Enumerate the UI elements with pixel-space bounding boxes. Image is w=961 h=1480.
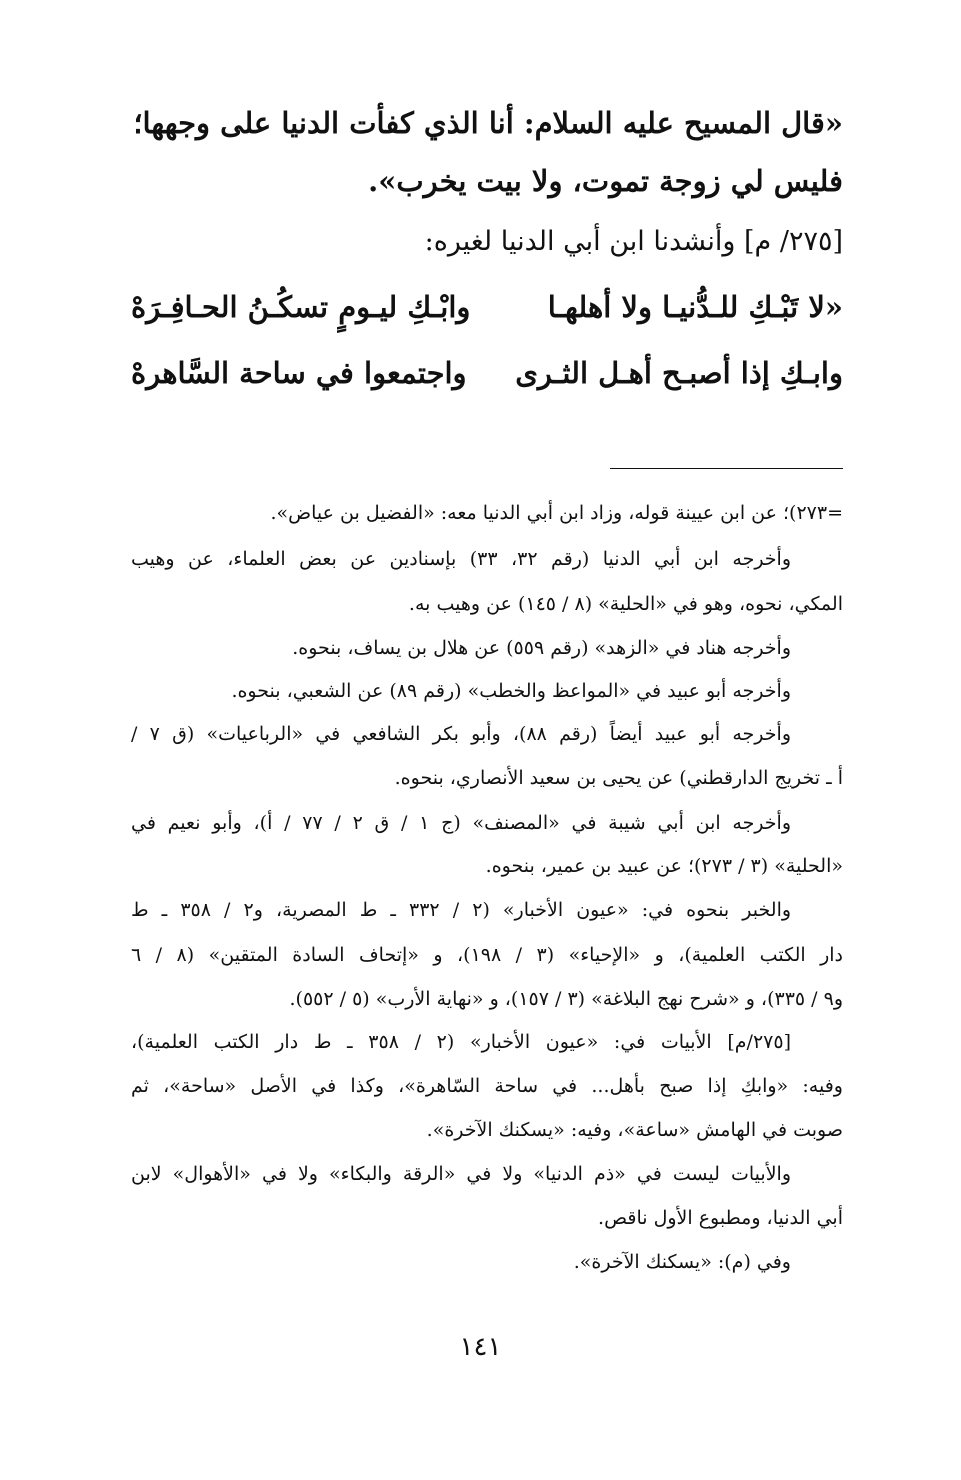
page-number: ١٤١	[459, 1332, 502, 1362]
footnote-line: دار الكتب العلمية)، و «الإحياء» (٣ / ١٩٨)، و «إتحاف السادة المتقين» (٨ / ٦	[131, 944, 844, 966]
footnote-line: المكي، نحوه، وهو في «الحلية» (٨ / ١٤٥) عن وهيب به.	[408, 593, 843, 615]
main-text-line-3: [٢٧٥/ م] وأنشدنا ابن أبي الدنيا لغيره:	[424, 226, 843, 257]
main-text-line-1: «قال المسيح عليه السلام: أنا الذي كفأت الدنيا على وجهها؛	[133, 106, 843, 140]
footnote-line: أ ـ تخريج الدارقطني) عن يحيى بن سعيد الأنصاري، بنحوه.	[394, 767, 843, 789]
footnote-line: أبي الدنيا، ومطبوع الأول ناقص.	[598, 1207, 843, 1229]
footnote-line: صوبت في الهامش «ساعة»، وفيه: «يسكنك الآخرة».	[426, 1119, 843, 1141]
footnote-line: وفي (م): «يسكنك الآخرة».	[573, 1251, 791, 1273]
footnote-line: وأخرجه ابن أبي شيبة في «المصنف» (ج ١ / ق ٢ / ٧٧ / أ)، وأبو نعيم في	[131, 812, 791, 834]
footnote-line: =٢٧٣)؛ عن ابن عيينة قوله، وزاد ابن أبي الدنيا معه: «الفضيل بن عياض».	[270, 502, 843, 524]
footnote-line: «الحلية» (٣ / ٢٧٣)؛ عن عبيد بن عمير، بنحوه.	[485, 855, 843, 877]
footnote-line: والخبر بنحوه في: «عيون الأخبار» (٢ / ٣٣٢ ـ ط المصرية، و٢ / ٣٥٨ ـ ط	[131, 899, 792, 921]
verse-second-hemistich: واجتمعوا في ساحة السَّاهرهْ	[131, 356, 467, 390]
footnote-line: وفيه: «وابكِ إذا صبح بأهل... في ساحة السّاهرة»، وكذا في الأصل «ساحة»، ثم	[131, 1075, 843, 1097]
verse-first-hemistich: «لا تَبْـكِ للـدُّنيـا ولا أهلهـا	[547, 290, 843, 324]
verse-second-hemistich: وابْـكِ ليـومٍ تسكُـنُ الحـافِـرَهْ	[131, 290, 471, 324]
verse-row	[131, 356, 843, 400]
verse-row	[131, 290, 843, 334]
footnote-line: وأخرجه أبو عبيد أيضاً (رقم ٨٨)، وأبو بكر الشافعي في «الرباعيات» (ق ٧ /	[131, 723, 791, 745]
footnote-line: وأخرجه ابن أبي الدنيا (رقم ٣٢، ٣٣) بإسنادين عن بعض العلماء، عن وهيب	[131, 548, 791, 570]
footnote-line: وأخرجه هناد في «الزهد» (رقم ٥٥٩) عن هلال بن يساف، بنحوه.	[292, 637, 791, 659]
footnote-line: والأبيات ليست في «ذم الدنيا» ولا في «الرقة والبكاء» ولا في «الأهوال» لابن	[131, 1163, 791, 1185]
footnote-line: وأخرجه أبو عبيد في «المواعظ والخطب» (رقم ٨٩) عن الشعبي، بنحوه.	[231, 680, 791, 702]
verse-first-hemistich: وابـكِ إذا أصبـح أهـل الثـرى	[515, 356, 843, 390]
main-text-line-2: فليس لي زوجة تموت، ولا بيت يخرب».	[368, 164, 843, 198]
footnote-divider	[610, 468, 843, 469]
footnote-line: و٩ / ٣٣٥)، و «شرح نهج البلاغة» (٣ / ١٥٧)، و «نهاية الأرب» (٥ / ٥٥٢).	[289, 988, 843, 1010]
footnote-line: [٢٧٥/م] الأبيات في: «عيون الأخبار» (٢ / ٣٥٨ ـ ط دار الكتب العلمية)،	[131, 1031, 791, 1053]
